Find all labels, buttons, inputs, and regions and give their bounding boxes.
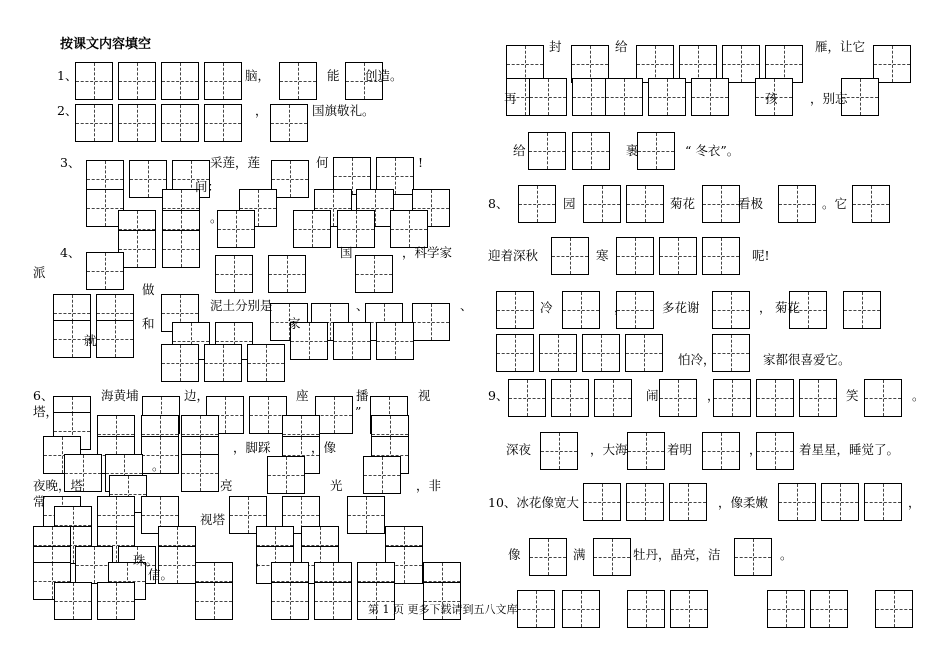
writing-box[interactable] — [496, 291, 534, 329]
prompt-text: 寒 — [596, 248, 609, 263]
writing-box[interactable] — [583, 185, 621, 223]
writing-box[interactable] — [627, 590, 665, 628]
prompt-text: 塔， — [33, 404, 59, 419]
prompt-text: 。 — [210, 210, 223, 225]
prompt-text: 间： — [195, 179, 221, 194]
prompt-text: 4、 — [60, 245, 81, 260]
writing-box[interactable] — [267, 456, 305, 494]
prompt-text: 能 — [327, 68, 340, 83]
writing-box[interactable] — [864, 379, 902, 417]
writing-box[interactable] — [778, 483, 816, 521]
prompt-text: 。 — [152, 458, 165, 473]
writing-box[interactable] — [75, 62, 113, 100]
writing-box[interactable] — [551, 237, 589, 275]
writing-box[interactable] — [637, 132, 675, 170]
prompt-text: 泥土分别是 — [210, 298, 273, 313]
prompt-text: 迎着深秋 — [488, 248, 539, 263]
writing-box[interactable] — [702, 237, 740, 275]
writing-box[interactable] — [799, 379, 837, 417]
prompt-text: 家 — [288, 316, 301, 331]
prompt-text: 8、 — [488, 196, 509, 211]
prompt-text: 深夜 — [506, 442, 532, 457]
prompt-text: 冷 — [540, 300, 553, 315]
writing-box[interactable] — [572, 132, 610, 170]
writing-box[interactable] — [363, 456, 401, 494]
writing-box[interactable] — [734, 538, 772, 576]
prompt-text: ， — [908, 495, 921, 510]
writing-box[interactable] — [97, 582, 135, 620]
prompt-text: 就 — [84, 333, 97, 348]
writing-box[interactable] — [767, 590, 805, 628]
prompt-text: ， — [255, 103, 268, 118]
prompt-text: 多花谢 — [662, 300, 700, 315]
prompt-text: 笑 — [846, 388, 859, 403]
writing-box[interactable] — [756, 379, 794, 417]
writing-box[interactable] — [86, 252, 124, 290]
writing-box[interactable] — [691, 78, 729, 116]
writing-box[interactable] — [875, 590, 913, 628]
writing-box[interactable] — [712, 334, 750, 372]
writing-box[interactable] — [562, 590, 600, 628]
prompt-text: 做 — [142, 282, 155, 297]
prompt-text: 派 — [33, 265, 46, 280]
writing-box[interactable] — [626, 185, 664, 223]
prompt-text: 孩 — [765, 91, 778, 106]
prompt-text: 呢! — [752, 248, 770, 263]
prompt-text: ，大海 — [590, 442, 628, 457]
prompt-text: ， — [759, 300, 772, 315]
prompt-text: 封 — [549, 39, 562, 54]
writing-box[interactable] — [96, 320, 134, 358]
writing-box[interactable] — [821, 483, 859, 521]
writing-box[interactable] — [517, 590, 555, 628]
prompt-text: 采莲，莲 — [210, 155, 261, 170]
writing-box[interactable] — [54, 582, 92, 620]
prompt-text: 10、冰花像宽大 — [488, 495, 579, 510]
writing-box[interactable] — [593, 538, 631, 576]
prompt-text: 怕冷， — [678, 352, 716, 367]
prompt-text: 播 — [356, 388, 369, 403]
writing-box[interactable] — [315, 396, 353, 434]
writing-box[interactable] — [605, 78, 643, 116]
writing-box[interactable] — [529, 78, 567, 116]
prompt-text: ， — [749, 442, 762, 457]
prompt-text: ， — [707, 388, 720, 403]
prompt-text: 、 — [460, 298, 473, 313]
writing-box[interactable] — [347, 496, 385, 534]
prompt-text: ，科学家 — [402, 245, 453, 260]
writing-box[interactable] — [756, 432, 794, 470]
prompt-text: 6、 — [33, 388, 54, 403]
prompt-text: 、 — [356, 298, 369, 313]
writing-box[interactable] — [118, 62, 156, 100]
prompt-text: 何 — [316, 155, 329, 170]
writing-box[interactable] — [376, 322, 414, 360]
prompt-text: 亮 — [220, 478, 233, 493]
prompt-text: 裹 — [626, 143, 639, 158]
writing-box[interactable] — [625, 334, 663, 372]
prompt-text: 海黄埔 — [101, 388, 139, 403]
prompt-text: 和 — [142, 316, 155, 331]
writing-box[interactable] — [582, 334, 620, 372]
writing-box[interactable] — [627, 432, 665, 470]
writing-box[interactable] — [161, 62, 199, 100]
writing-box[interactable] — [118, 104, 156, 142]
writing-box[interactable] — [508, 379, 546, 417]
writing-box[interactable] — [75, 104, 113, 142]
prompt-text: 1、 — [57, 68, 78, 83]
writing-box[interactable] — [337, 210, 375, 248]
prompt-text: 珠。 — [133, 553, 159, 568]
prompt-text: ” — [355, 404, 362, 419]
writing-box[interactable] — [616, 237, 654, 275]
prompt-text: 视 — [418, 388, 431, 403]
prompt-text: 。 — [912, 388, 925, 403]
writing-box[interactable] — [270, 104, 308, 142]
writing-box[interactable] — [204, 344, 242, 382]
prompt-text: 常 — [33, 494, 46, 509]
prompt-text: 牡丹，晶亮，洁 — [633, 547, 721, 562]
writing-box[interactable] — [669, 483, 707, 521]
writing-box[interactable] — [333, 322, 371, 360]
prompt-text: 夜晚，塔 — [33, 478, 84, 493]
writing-box[interactable] — [778, 185, 816, 223]
writing-box[interactable] — [562, 291, 600, 329]
prompt-text: “ 冬衣”。 — [685, 143, 740, 158]
prompt-text: 着明 — [667, 442, 693, 457]
prompt-text: ，像柔嫩 — [718, 495, 769, 510]
prompt-text: 菊花 — [775, 300, 801, 315]
writing-box[interactable] — [412, 303, 450, 341]
writing-box[interactable] — [712, 291, 750, 329]
writing-box[interactable] — [518, 185, 556, 223]
page-footer: 第 1 页 更多下载请到五八文库 — [368, 603, 518, 616]
writing-box[interactable] — [551, 379, 589, 417]
writing-box[interactable] — [293, 210, 331, 248]
prompt-text: ， — [614, 300, 627, 315]
writing-box[interactable] — [271, 582, 309, 620]
prompt-text: 座 — [296, 388, 309, 403]
writing-box[interactable] — [528, 132, 566, 170]
writing-box[interactable] — [181, 454, 219, 492]
prompt-text: 闹 — [646, 388, 659, 403]
writing-box[interactable] — [390, 210, 428, 248]
writing-box[interactable] — [162, 230, 200, 268]
writing-box[interactable] — [843, 291, 881, 329]
prompt-text: 脑， — [245, 68, 271, 83]
writing-box[interactable] — [355, 255, 393, 293]
prompt-text: ，非 — [416, 478, 442, 493]
writing-box[interactable] — [540, 432, 578, 470]
prompt-text: 3、 — [60, 155, 81, 170]
prompt-text: 信。 — [148, 567, 174, 582]
writing-box[interactable] — [648, 78, 686, 116]
writing-box[interactable] — [659, 237, 697, 275]
writing-box[interactable] — [539, 334, 577, 372]
prompt-text: 满 — [573, 547, 586, 562]
prompt-text: 创造。 — [365, 68, 403, 83]
writing-box[interactable] — [204, 62, 242, 100]
prompt-text: 再 — [504, 91, 517, 106]
writing-box[interactable] — [268, 255, 306, 293]
prompt-text: ，像 — [311, 440, 337, 455]
writing-box[interactable] — [496, 334, 534, 372]
writing-box[interactable] — [279, 62, 317, 100]
writing-box[interactable] — [583, 483, 621, 521]
prompt-text: 国旗敬礼。 — [312, 103, 375, 118]
worksheet-title: 按课文内容填空 — [60, 37, 152, 52]
prompt-text: ，别忘 — [810, 91, 848, 106]
prompt-text: 像 — [508, 547, 521, 562]
writing-box[interactable] — [247, 344, 285, 382]
prompt-text: ，脚踩 — [233, 440, 271, 455]
writing-box[interactable] — [204, 104, 242, 142]
prompt-text: 菊花 — [670, 196, 696, 211]
writing-box[interactable] — [810, 590, 848, 628]
writing-box[interactable] — [195, 582, 233, 620]
prompt-text: 光 — [330, 478, 343, 493]
writing-box[interactable] — [864, 483, 902, 521]
prompt-text: 给 — [513, 143, 526, 158]
prompt-text: 2、 — [57, 103, 78, 118]
prompt-text: 家都很喜爱它。 — [763, 352, 851, 367]
writing-box[interactable] — [852, 185, 890, 223]
writing-box[interactable] — [161, 104, 199, 142]
writing-box[interactable] — [702, 432, 740, 470]
prompt-text: ! — [418, 155, 424, 170]
prompt-text: 。 — [780, 547, 793, 562]
prompt-text: 国 — [340, 245, 353, 260]
writing-box[interactable] — [161, 344, 199, 382]
prompt-text: 9、 — [488, 388, 509, 403]
writing-box[interactable] — [594, 379, 632, 417]
writing-box[interactable] — [215, 255, 253, 293]
writing-box[interactable] — [670, 590, 708, 628]
writing-box[interactable] — [314, 582, 352, 620]
writing-box[interactable] — [529, 538, 567, 576]
prompt-text: 着星星，睡觉了。 — [799, 442, 900, 457]
prompt-text: 雁，让它 — [815, 39, 866, 54]
prompt-text: 园 — [563, 196, 576, 211]
prompt-text: 给 — [615, 39, 628, 54]
prompt-text: 视塔 — [200, 512, 226, 527]
writing-box[interactable] — [659, 379, 697, 417]
writing-box[interactable] — [702, 185, 740, 223]
writing-box[interactable] — [626, 483, 664, 521]
prompt-text: 看极 — [738, 196, 764, 211]
prompt-text: ， — [255, 553, 268, 568]
prompt-text: 边， — [184, 388, 210, 403]
prompt-text: 。它 — [822, 196, 848, 211]
writing-box[interactable] — [217, 210, 255, 248]
